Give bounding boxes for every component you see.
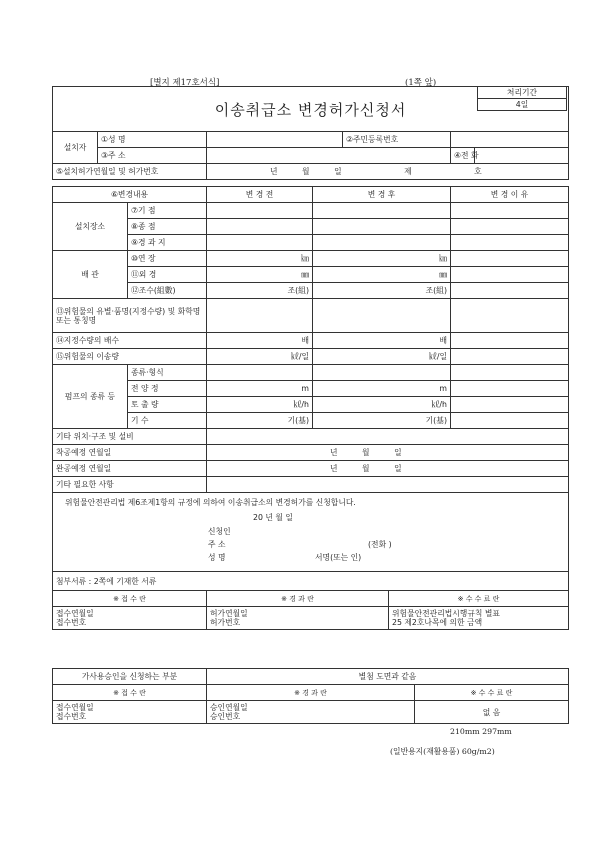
location-label: 기타 위치·구조 및 설비 (53, 429, 207, 445)
length-before[interactable] (207, 251, 313, 267)
form-title: 이송취급소 변경허가신청서 (53, 87, 569, 132)
processing-period-value: 4일 (478, 99, 567, 111)
date-year: 년 (330, 464, 338, 473)
transfer-reason[interactable] (451, 349, 569, 365)
applicant-label: 신청인 (208, 527, 231, 536)
multiple-reason[interactable] (451, 333, 569, 349)
count-label: 기 수 (128, 413, 207, 429)
processing-period-label: 처리기간 (478, 87, 567, 99)
via-label: ⑨경 과 지 (128, 235, 207, 251)
hazard-after[interactable] (313, 299, 451, 333)
pipe-group: 배 관 (53, 251, 128, 299)
head-before[interactable] (207, 381, 313, 397)
provisional-label: 가사용승인을 신청하는 부분 (53, 669, 207, 685)
process-header: ※ 경 과 란 (207, 591, 389, 607)
installer-group: 설치자 (53, 132, 98, 164)
id-field[interactable] (451, 132, 569, 148)
head-reason[interactable] (451, 381, 569, 397)
start-before[interactable] (207, 203, 313, 219)
permit-label: ⑤설치허가연월일 및 허가번호 (53, 164, 207, 180)
multiple-before[interactable] (207, 333, 313, 349)
discharge-label: 토 출 량 (128, 397, 207, 413)
permit-day: 일 (334, 167, 342, 176)
hazard-label: ⑬위험물의 유별·품명(지정수량) 및 화학명 또는 통칭명 (53, 299, 207, 333)
location-field[interactable] (207, 429, 569, 445)
date-day: 일 (394, 448, 402, 457)
outer-label: ⑪외 경 (128, 267, 207, 283)
permit-process-cell (207, 607, 389, 630)
length-after[interactable] (313, 251, 451, 267)
hazard-before[interactable] (207, 299, 313, 333)
address-label: ③주 소 (98, 148, 207, 164)
provisional-process-header: ※ 경 과 란 (207, 685, 415, 701)
other-matters-field[interactable] (207, 477, 569, 493)
multiple-unit: 배 (439, 336, 447, 345)
receipt-header: ※ 접 수 란 (53, 591, 207, 607)
name-field[interactable] (207, 132, 343, 148)
length-reason[interactable] (451, 251, 569, 267)
permit-no-suffix: 호 (474, 167, 482, 176)
via-after[interactable] (313, 235, 451, 251)
application-form (52, 86, 569, 630)
start-date-label: 착공예정 연월일 (53, 445, 207, 461)
sets-unit: 조(組) (425, 286, 447, 295)
phone-field[interactable] (475, 148, 569, 164)
end-reason[interactable] (451, 219, 569, 235)
pump-type-before[interactable] (207, 365, 313, 381)
count-before[interactable] (207, 413, 313, 429)
permit-date-label: 허가연월일 (210, 609, 248, 618)
sets-after[interactable] (313, 283, 451, 299)
provisional-approval-cell (207, 701, 415, 724)
declaration-section (53, 493, 569, 572)
fee-header: ※ 수 수 료 란 (389, 591, 569, 607)
fee-text-1: 위험물안전관리법시행규칙 별표 (392, 609, 500, 618)
transfer-unit: ㎘/일 (291, 352, 309, 361)
transfer-before[interactable] (207, 349, 313, 365)
form-number: [별지 제17호서식] (150, 78, 220, 88)
attachments-note: 첨부서류 : 2쪽에 기재한 서류 (53, 572, 569, 591)
date-month: 월 (362, 464, 370, 473)
length-unit: ㎞ (439, 254, 447, 263)
pump-group: 펌프의 종류 등 (53, 365, 128, 429)
start-reason[interactable] (451, 203, 569, 219)
fee-text-2: 25 제2호나목에 의한 금액 (392, 618, 483, 627)
provisional-drawing: 별첨 도면과 같음 (207, 669, 569, 685)
end-before[interactable] (207, 219, 313, 235)
end-after[interactable] (313, 219, 451, 235)
spacer (53, 180, 569, 187)
pump-type-label: 종류·형식 (128, 365, 207, 381)
after-header: 변 경 후 (313, 187, 451, 203)
via-reason[interactable] (451, 235, 569, 251)
reason-header: 변 경 이 유 (451, 187, 569, 203)
via-before[interactable] (207, 235, 313, 251)
head-after[interactable] (313, 381, 451, 397)
outer-reason[interactable] (451, 267, 569, 283)
transfer-unit: ㎘/일 (429, 352, 447, 361)
head-unit: m (301, 384, 309, 393)
sets-unit: 조(組) (287, 286, 309, 295)
outer-after[interactable] (313, 267, 451, 283)
permit-field[interactable] (207, 164, 569, 180)
pump-type-after[interactable] (313, 365, 451, 381)
hazard-reason[interactable] (451, 299, 569, 333)
declaration-date: 20 년 월 일 (253, 513, 293, 522)
end-label: ⑧종 점 (128, 219, 207, 235)
finish-date-field[interactable] (207, 461, 569, 477)
outer-unit: ㎜ (301, 270, 309, 279)
id-label: ②주민등록번호 (343, 132, 451, 148)
length-unit: ㎞ (301, 254, 309, 263)
head-label: 전 양 정 (128, 381, 207, 397)
receipt-cell (53, 607, 207, 630)
receipt-date-label: 접수연월일 (56, 609, 94, 618)
permit-no-prefix: 제 (404, 167, 412, 176)
phone-label: ④전 화 (451, 148, 475, 164)
change-content-header: ⑥변경내용 (53, 187, 207, 203)
length-label: ⑩연 장 (128, 251, 207, 267)
provisional-receipt-cell (53, 701, 207, 724)
discharge-unit: ㎘/h (431, 400, 447, 409)
discharge-after[interactable] (313, 397, 451, 413)
sets-label: ⑫조수(組數) (128, 283, 207, 299)
transfer-after[interactable] (313, 349, 451, 365)
declaration-text: 위험물안전관리법 제6조제1항의 규정에 의하여 이송취급소의 변경허가를 신청합니다. (65, 498, 356, 507)
approval-no-label: 승인번호 (210, 712, 241, 721)
start-after[interactable] (313, 203, 451, 219)
paper-type: (일반용지(재활용품) 60g/m2) (390, 747, 495, 756)
multiple-unit: 배 (301, 336, 309, 345)
outer-unit: ㎜ (439, 270, 447, 279)
permit-year: 년 (270, 167, 278, 176)
other-matters-label: 기타 필요한 사항 (53, 477, 207, 493)
transfer-label: ⑮위험물의 이송량 (53, 349, 207, 365)
provisional-receipt-no-label: 접수번호 (56, 712, 87, 721)
count-unit: 기(基) (287, 416, 309, 425)
multiple-label: ⑭지정수량의 배수 (53, 333, 207, 349)
start-label: ⑦기 점 (128, 203, 207, 219)
applicant-name-label: 성 명 (208, 553, 226, 562)
count-unit: 기(基) (425, 416, 447, 425)
outer-before[interactable] (207, 267, 313, 283)
applicant-address-label: 주 소 (208, 540, 226, 549)
count-reason[interactable] (451, 413, 569, 429)
receipt-no-label: 접수번호 (56, 618, 87, 627)
discharge-unit: ㎘/h (293, 400, 309, 409)
applicant-phone: (전화 ) (368, 540, 392, 549)
signature-label: 서명(또는 인) (315, 553, 362, 562)
count-after[interactable] (313, 413, 451, 429)
discharge-before[interactable] (207, 397, 313, 413)
start-date-field[interactable] (207, 445, 569, 461)
date-year: 년 (330, 448, 338, 457)
permit-no-label: 허가번호 (210, 618, 241, 627)
address-field[interactable] (207, 148, 451, 164)
sets-reason[interactable] (451, 283, 569, 299)
sets-before[interactable] (207, 283, 313, 299)
name-label: ①성 명 (98, 132, 207, 148)
provisional-fee-header: ※ 수 수 료 란 (415, 685, 569, 701)
provisional-use-table (52, 668, 569, 724)
date-month: 월 (362, 448, 370, 457)
paper-size: 210mm 297mm (450, 727, 512, 736)
head-unit: m (439, 384, 447, 393)
processing-period-box (477, 86, 567, 111)
finish-date-label: 완공예정 연월일 (53, 461, 207, 477)
provisional-receipt-header: ※ 접 수 란 (53, 685, 207, 701)
pump-type-reason[interactable] (451, 365, 569, 381)
provisional-receipt-date-label: 접수연월일 (56, 703, 94, 712)
multiple-after[interactable] (313, 333, 451, 349)
provisional-fee-none: 없 음 (415, 701, 569, 724)
before-header: 변 경 전 (207, 187, 313, 203)
approval-date-label: 승인연월일 (210, 703, 248, 712)
permit-month: 월 (302, 167, 310, 176)
date-day: 일 (394, 464, 402, 473)
discharge-reason[interactable] (451, 397, 569, 413)
fee-cell (389, 607, 569, 630)
page-note: (1쪽 앞) (405, 78, 437, 88)
site-group: 설치장소 (53, 203, 128, 251)
